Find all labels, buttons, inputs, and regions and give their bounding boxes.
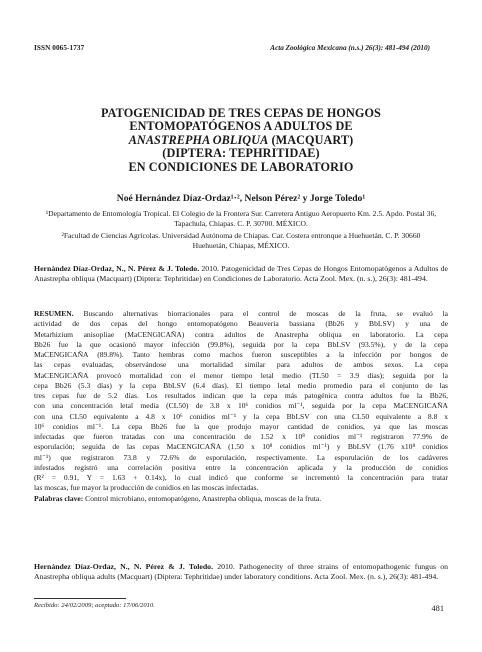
- abstract-line: infestados registró una correlación positiva entre la concentración aplicada y la producción de conidios: [34, 462, 448, 472]
- title-line: EN CONDICIONES DE LABORATORIO: [128, 159, 354, 174]
- author-list: Noé Hernández Díaz-Ordaz¹·², Nelson Pérez² y Jorge Toledo¹: [116, 193, 366, 204]
- abstract-line: ml⁻¹) que registraron 73.8 y 72.6% de esporulación, respectivamente. La esporulación de los cadáveres: [34, 452, 448, 462]
- abstract-line: cepa Bb26 (5.3 días) y la cepa BbLSV (6.4 días). El tiempo letal medio promedio para el conjunto de las: [34, 380, 448, 390]
- abstract-label: RESUMEN.: [34, 309, 74, 318]
- citation-spanish: [34, 264, 448, 285]
- citation-text: 2010. Pathogenecity of three strains of entomopathogenic fungus on Anastrepha obliqua adults (Macquart) (Diptera: Tephritidae) under laboratory conditions. Acta Zool. Mex. (n. s.), 26(3): 481-494.: [34, 562, 448, 582]
- abstract-resumen: [34, 309, 448, 504]
- abstract-line: las moscas, fue mayor la producción de conidios en las moscas infectadas.: [34, 483, 259, 493]
- abstract-line: esporulación; seguida de las cepas MaCENGICAÑA (1.50 x 10⁸ conidios ml⁻¹) y BbLSV (1.76 x10⁸ conidios: [34, 442, 448, 452]
- abstract-line: Bb26 fue la que ocasionó mayor infección (99.8%), seguida por la cepa BbLSV (93.5%), y de la cepa: [34, 339, 448, 349]
- citation-authors: Hernández Díaz-Ordaz, N., N. Pérez & J. Toledo.: [34, 562, 214, 571]
- abstract-line: con una CL50 equivalente a 4.8 x 10⁶ conidios ml⁻¹ y la cepa BbLSV con una CL50 equivalente a 8.8 x: [34, 411, 448, 421]
- citation-authors: Hernández Díaz-Ordaz, N., N. Pérez & J. Toledo.: [34, 264, 200, 273]
- citation-text: 2010. Patogenicidad de Tres Cepas de Hongos Entomopatógenos a Adultos de Anastrepha obliqua (Macquart) (Diptera: Tephritidae) en Condiciones de Laboratorio. Acta Zool. Mex. (n. s.), 26(3): 481-494.: [34, 264, 449, 284]
- keywords-label: Palabras clave:: [34, 493, 84, 503]
- abstract-line: infectadas que fueron tratadas con una concentración de 1.52 x 10⁸ conidios ml⁻¹ registraron 77.9% de: [34, 432, 448, 441]
- abstract-line: (R² = 0.91, Y = 1.63 + 0.14x), lo cual indicó que conforme se incrementó la concentración para tratar: [34, 473, 448, 482]
- title-line: ENTOMOPATÓGENOS A ADULTOS DE: [129, 119, 353, 134]
- abstract-line: Metarhizium anisopliae (MaCENGICAÑA) contra adultos de Anastrepha obliqua en laboratorio. La cepa: [34, 329, 448, 339]
- abstract-line: MaCENGICAÑA provocó mortalidad con el menor tiempo letal medio (TL50 = 3.9 días); seguida por la: [34, 370, 448, 380]
- title-line: (DIPTERA: TEPHRITIDAE): [162, 146, 320, 161]
- footnote-divider: [34, 598, 126, 599]
- keywords-text: Control microbiano, entomopatógeno, Anastrepha obliqua, moscas de la fruta.: [85, 493, 322, 503]
- title-line: [60, 134, 422, 147]
- abstract-line: actividad de dos cepas del hongo entomopatógeno Beauveria bassiana (Bb26 y BbLSV) y una de: [34, 319, 448, 329]
- abstract-line: [34, 309, 448, 319]
- abstract-line: tres cepas fue de 5.2 días. Los resultados indican que la cepa más patogénica contra adultos fue la Bb26,: [34, 391, 448, 400]
- abstract-line: las cepas evaluadas, observándose una mortalidad similar para adultos de ambos sexos. La cepa: [34, 360, 448, 370]
- issn-header: ISSN 0065-1737: [34, 44, 85, 52]
- received-accepted-dates: Recibido: 24/02/2009; aceptado: 17/06/2010.: [34, 602, 155, 609]
- keywords-line: [34, 494, 448, 504]
- article-title: [60, 107, 422, 174]
- title-species: ANASTREPHA OBLIQUA: [128, 132, 269, 147]
- abstract-line: MaCENGICAÑA (89.8%). Tanto hembras como machos fueron susceptibles a la infección por hongos de: [34, 350, 448, 359]
- title-line: PATOGENICIDAD DE TRES CEPAS DE HONGOS: [101, 106, 381, 120]
- abstract-line: 10⁶ conidios ml⁻¹. La cepa Bb26 fue la que produjo mayor cantidad de conidios, ya que las moscas: [34, 421, 448, 431]
- journal-reference-header: Acta Zoológica Mexicana (n.s.) 26(3): 481-494 (2010): [270, 44, 430, 52]
- affiliation-2: ²Facultad de Ciencias Agrícolas. Universidad Autónoma de Chiapas. Car. Costera entronque a Huehuetán. C. P. 30660 Huehuetán, Chiapas, MÉXICO.: [61, 231, 421, 250]
- citation-english: [34, 562, 448, 583]
- affiliation-1: ¹Departamento de Entomología Tropical. El Colegio de la Frontera Sur. Carretera Antiguo Aeropuerto Km. 2.5. Apdo. Postal 36, Tapachula, Chiapas. C. P. 30700. MÉXICO.: [45, 209, 437, 228]
- abstract-line-text: Buscando alternativas biorracionales para el control de moscas de la fruta, se evaluó la: [83, 309, 448, 318]
- title-author-name: (MACQUART): [268, 132, 354, 147]
- page-number: 481: [431, 604, 444, 613]
- abstract-line: con una concentración letal media (CL50) de 3.8 x 10⁶ conidios ml⁻¹, seguida por la cepa MaCENGICAÑA: [34, 401, 448, 411]
